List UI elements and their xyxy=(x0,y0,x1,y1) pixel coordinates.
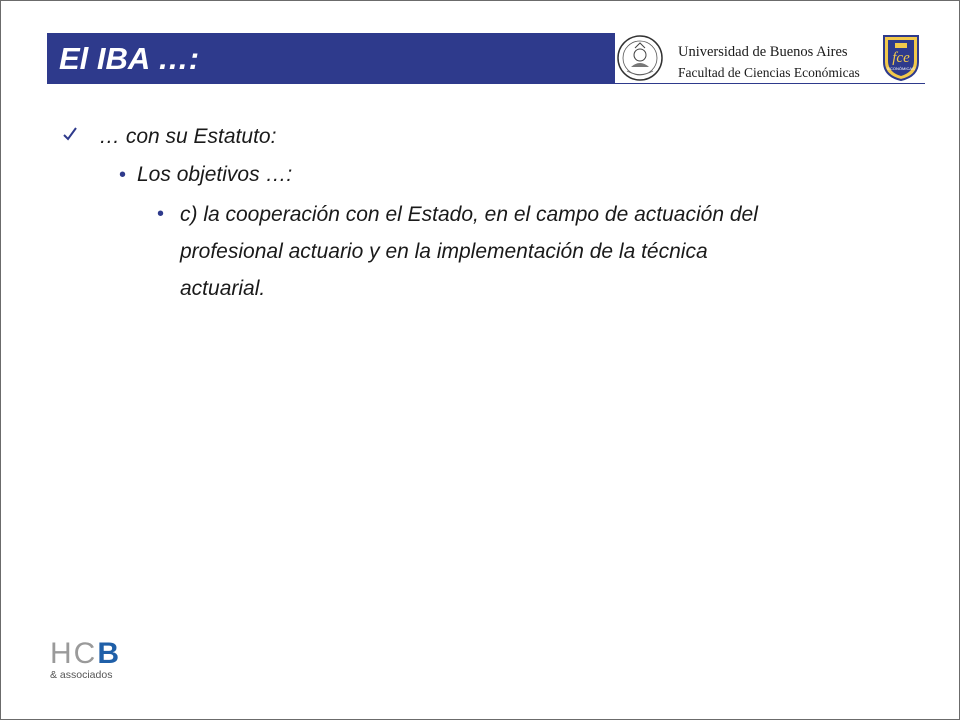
fce-logo-text: fce xyxy=(892,50,910,66)
bullet-level-3-line-1: c) la cooperación con el Estado, en el campo de actuación del xyxy=(180,203,758,226)
bullet-dot-level-2: • xyxy=(119,164,127,186)
hcb-logo-c: C xyxy=(73,637,98,670)
slide-title: El IBA …: xyxy=(59,41,200,76)
hcb-logo-b: B xyxy=(97,637,122,670)
bullet-dot-level-3: • xyxy=(157,203,165,225)
fce-logo-sub: ECONÓMICAS xyxy=(887,66,915,71)
checkmark-icon xyxy=(61,125,79,143)
hcb-logo-subtitle: & associados xyxy=(50,669,113,681)
bullet-level-3-line-2: profesional actuario y en la implementación de la técnica xyxy=(180,240,708,263)
uba-seal-icon xyxy=(615,33,665,83)
bullet-level-3-line-3: actuarial. xyxy=(180,277,266,300)
hcb-logo xyxy=(50,638,121,670)
university-line-2: Facultad de Ciencias Económicas xyxy=(678,65,860,80)
bullet-level-2: Los objetivos …: xyxy=(137,163,293,186)
bullet-level-1: … con su Estatuto: xyxy=(99,125,277,148)
fce-shield-icon xyxy=(881,32,921,82)
university-name xyxy=(678,44,860,86)
hcb-logo-h: H xyxy=(50,637,74,670)
university-line-1: Universidad de Buenos Aires xyxy=(678,44,848,60)
bullet-level-3 xyxy=(180,196,758,307)
